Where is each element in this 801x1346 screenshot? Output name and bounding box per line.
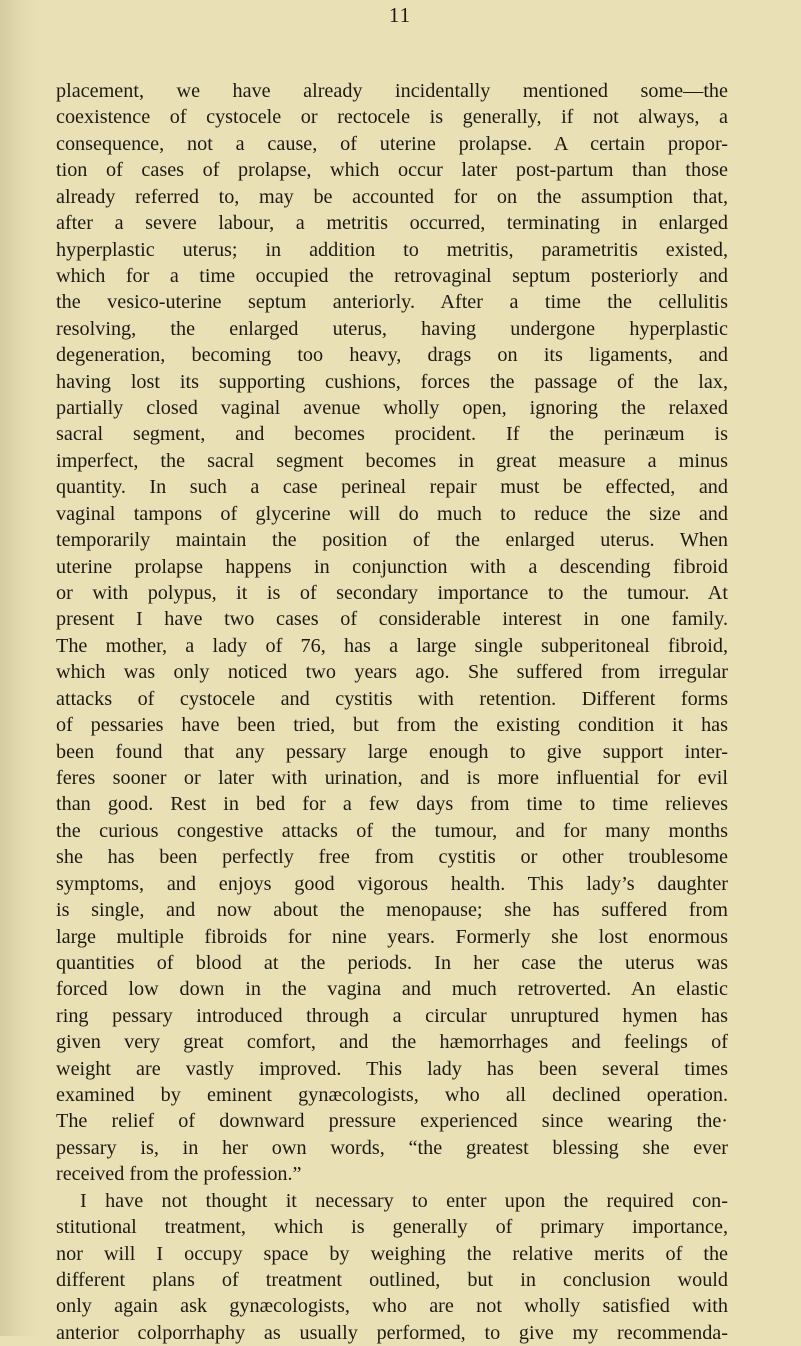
text-line: I have not thought it necessary to enter upon the required con- xyxy=(80,1189,728,1212)
text-line: resolving, the enlarged uterus, having undergone hyperplastic xyxy=(56,317,728,340)
text-line: been found that any pessary large enough to give support inter- xyxy=(56,740,728,763)
text-line: already referred to, may be accounted for on the assumption that, xyxy=(56,185,728,208)
text-line: different plans of treatment outlined, but in conclusion would xyxy=(56,1268,728,1291)
text-line: or with polypus, it is of secondary importance to the tumour. At xyxy=(56,582,728,605)
text-line: received from the profession.” xyxy=(56,1163,302,1186)
text-line: uterine prolapse happens in conjunction with a descending fibroid xyxy=(56,555,728,578)
text-line: The mother, a lady of 76, has a large single subperitoneal fibroid, xyxy=(56,634,728,657)
text-line: anterior colporrhaphy as usually performed, to give my recommenda- xyxy=(56,1321,728,1344)
text-line: placement, we have already incidentally mentioned some—the xyxy=(56,80,728,102)
text-line: attacks of cystocele and cystitis with retention. Different forms xyxy=(56,687,728,710)
text-line: which was only noticed two years ago. She suffered from irregular xyxy=(56,661,728,684)
page-number: 11 xyxy=(388,3,412,27)
text-line: ring pessary introduced through a circular unruptured hymen has xyxy=(56,1004,728,1027)
text-line: which for a time occupied the retrovaginal septum posteriorly and xyxy=(56,264,728,287)
text-line: vaginal tampons of glycerine will do much to reduce the size and xyxy=(56,502,728,525)
text-line: forced low down in the vagina and much retroverted. An elastic xyxy=(56,978,728,1001)
text-line: after a severe labour, a metritis occurred, terminating in enlarged xyxy=(56,212,728,235)
text-line: imperfect, the sacral segment becomes in great measure a minus xyxy=(56,449,728,472)
text-line: of pessaries have been tried, but from the existing condition it has xyxy=(56,714,728,737)
text-line: hyperplastic uterus; in addition to metritis, parametritis existed, xyxy=(56,238,728,261)
text-line: partially closed vaginal avenue wholly open, ignoring the relaxed xyxy=(56,397,728,420)
text-line: the curious congestive attacks of the tumour, and for many months xyxy=(56,819,728,842)
text-line: the vesico-uterine septum anteriorly. After a time the cellulitis xyxy=(56,291,728,314)
text-line: sacral segment, and becomes procident. If the perinæum is xyxy=(56,423,728,446)
body-text xyxy=(56,78,728,1346)
text-line: temporarily maintain the position of the enlarged uterus. When xyxy=(56,529,728,552)
text-line: tion of cases of prolapse, which occur later post-partum than those xyxy=(56,159,728,182)
text-line: only again ask gynæcologists, who are not wholly satisfied with xyxy=(56,1295,728,1318)
text-line: large multiple fibroids for nine years. Formerly she lost enormous xyxy=(56,925,728,948)
text-line: symptoms, and enjoys good vigorous health. This lady’s daughter xyxy=(56,872,728,895)
text-line: given very great comfort, and the hæmorrhages and feelings of xyxy=(56,1031,728,1054)
text-line: quantity. In such a case perineal repair must be effected, and xyxy=(56,476,728,499)
text-line: stitutional treatment, which is generally of primary importance, xyxy=(56,1216,728,1239)
text-line: present I have two cases of considerable interest in one family. xyxy=(56,608,728,631)
text-line: examined by eminent gynæcologists, who all declined operation. xyxy=(56,1084,728,1107)
text-line: degeneration, becoming too heavy, drags on its ligaments, and xyxy=(56,344,728,367)
text-line: she has been perfectly free from cystitis or other troublesome xyxy=(56,846,728,869)
text-line: than good. Rest in bed for a few days from time to time relieves xyxy=(56,793,728,816)
text-line: is single, and now about the menopause; she has suffered from xyxy=(56,899,728,922)
text-line: coexistence of cystocele or rectocele is generally, if not always, a xyxy=(56,106,728,129)
text-line: weight are vastly improved. This lady has been several times xyxy=(56,1057,728,1080)
text-line: consequence, not a cause, of uterine prolapse. A certain propor- xyxy=(56,132,728,155)
text-line: quantities of blood at the periods. In her case the uterus was xyxy=(56,951,728,974)
text-line: feres sooner or later with urination, and is more influential for evil xyxy=(56,766,728,789)
text-line: nor will I occupy space by weighing the relative merits of the xyxy=(56,1242,728,1265)
text-line: pessary is, in her own words, “the greatest blessing she ever xyxy=(56,1136,728,1159)
text-line: The relief of downward pressure experienced since wearing the· xyxy=(56,1110,728,1133)
text-line: having lost its supporting cushions, forces the passage of the lax, xyxy=(56,370,728,393)
